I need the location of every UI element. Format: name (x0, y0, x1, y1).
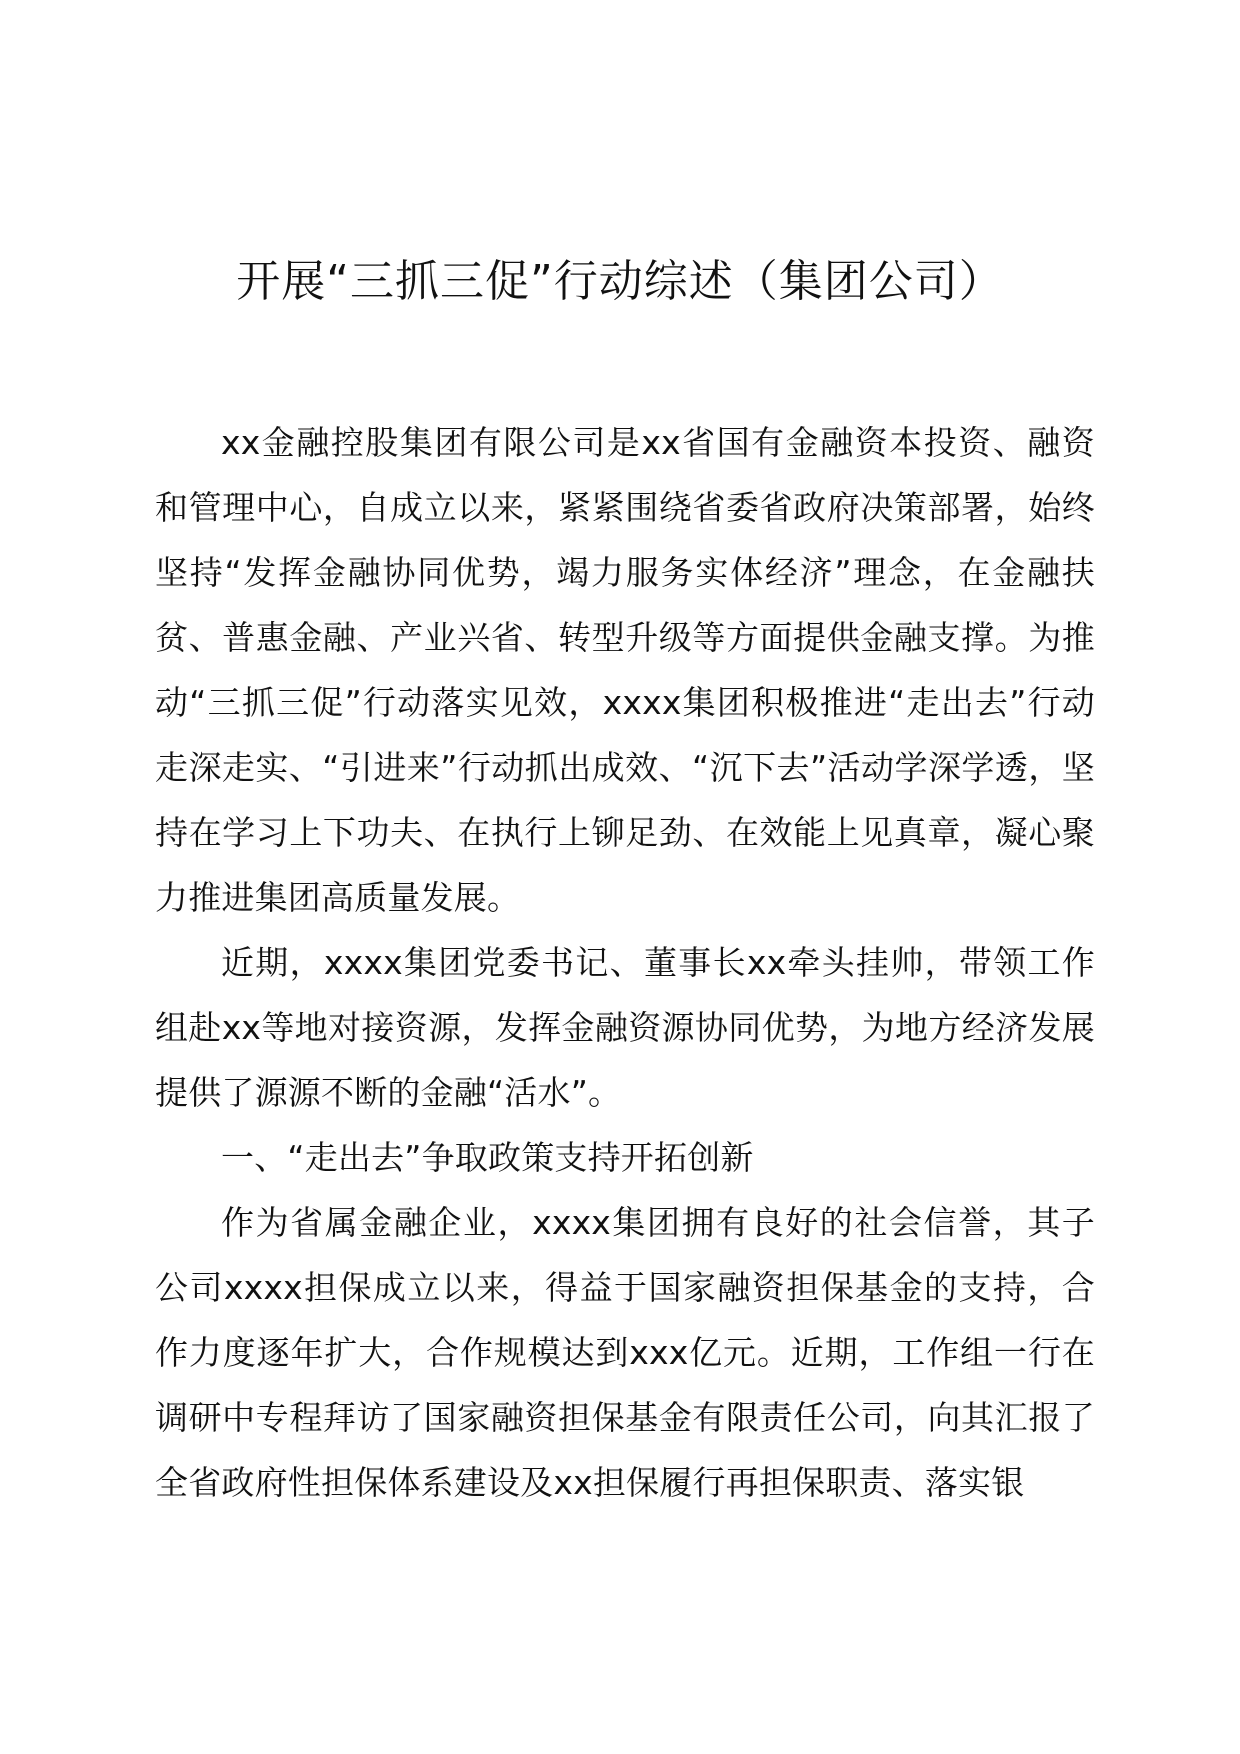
paragraph-section-1: 作为省属金融企业，xxxx集团拥有良好的社会信誉，其子公司xxxx担保成立以来，得益于国家融资担保基金的支持，合作力度逐年扩大，合作规模达到xxx亿元。近期，工作组一行在调研中专程拜访了国家融资担保基金有限责任公司，向其汇报了全省政府性担保体系建设及xx担保履行再担保职责、落实银 (155, 1203, 1095, 1502)
paragraph-recent: 近期，xxxx集团党委书记、董事长xx牵头挂帅，带领工作组赴xx等地对接资源，发挥金融资源协同优势，为地方经济发展提供了源源不断的金融“活水”。 (155, 943, 1095, 1112)
section-heading-1: 一、“走出去”争取政策支持开拓创新 (221, 1138, 754, 1177)
document-title: 开展“三抓三促”行动综述（集团公司） (236, 256, 1004, 307)
paragraph-intro: xx金融控股集团有限公司是xx省国有金融资本投资、融资和管理中心，自成立以来，紧紧围绕省委省政府决策部署，始终坚持“发挥金融协同优势，竭力服务实体经济”理念，在金融扶贫、普惠金融、产业兴省、转型升级等方面提供金融支撑。为推动“三抓三促”行动落实见效，xxxx集团积极推进“走出去”行动走深走实、“引进来”行动抓出成效、“沉下去”活动学深学透，坚持在学习上下功夫、在执行上铆足劲、在效能上见真章，凝心聚力推进集团高质量发展。 (155, 423, 1095, 917)
document-body (155, 410, 1095, 1515)
